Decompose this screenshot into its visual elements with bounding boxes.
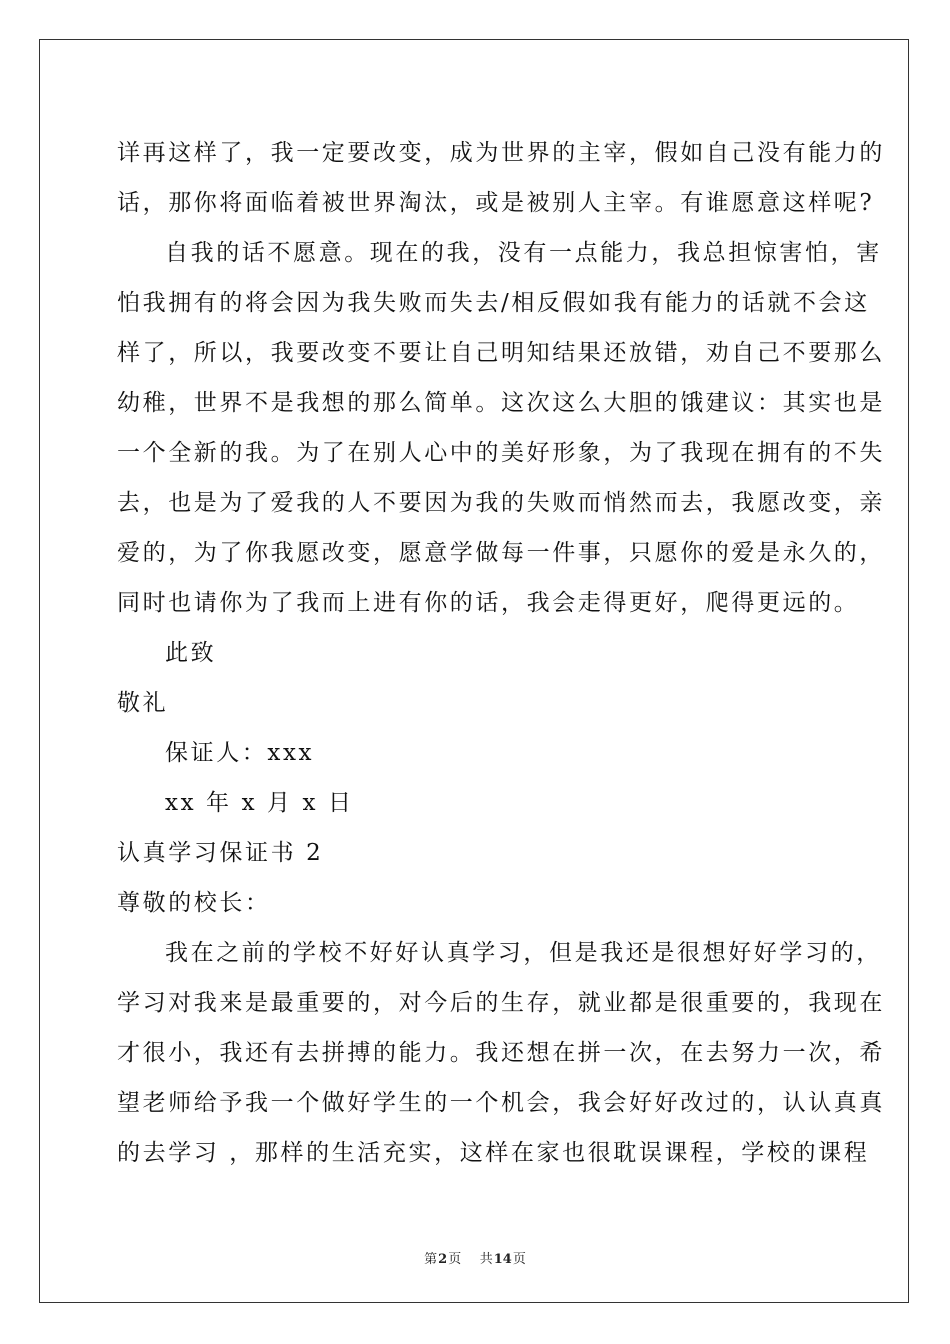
total-prefix: 共 [479,1252,493,1267]
date-line: xx 年 x 月 x 日 [165,790,354,816]
text-line: 爱的，为了你我愿改变，愿意学做每一件事，只愿你的爱是永久的， [117,540,885,566]
page-prefix: 第 [424,1252,438,1267]
text-line: 一个全新的我。为了在别人心中的美好形象，为了我现在拥有的不失 [117,440,885,466]
text-line: 才很小，我还有去拼搏的能力。我还想在拼一次，在去努力一次，希 [117,1040,885,1066]
closing-salutation: 此致 [165,640,217,666]
text-line: 同时也请你为了我而上进有你的话，我会走得更好，爬得更远的。 [117,590,860,616]
text-line: 怕我拥有的将会因为我失败而失去/相反假如我有能力的话就不会这 [117,290,870,316]
text-line: 幼稚，世界不是我想的那么简单。这次这么大胆的饿建议：其实也是 [117,390,885,416]
text-line: 自我的话不愿意。现在的我，没有一点能力，我总担惊害怕，害 [165,240,882,266]
text-line: 话，那你将面临着被世界淘汰，或是被别人主宰。有谁愿意这样呢? [117,190,875,216]
greeting-line: 尊敬的校长： [117,890,271,916]
page-footer [0,1248,950,1267]
text-line: 学习对我来是最重要的，对今后的生存，就业都是很重要的，我现在 [117,990,885,1016]
total-unit: 页 [512,1252,526,1267]
page-total: 14 [493,1252,512,1267]
text-line: 去，也是为了爱我的人不要因为我的失败而悄然而去，我愿改变，亲 [117,490,885,516]
text-line: 的去学习 ，那样的生活充实，这样在家也很耽误课程，学校的课程 [117,1140,870,1166]
closing-regards: 敬礼 [117,690,169,716]
document-body [117,128,885,1178]
text-line: 望老师给予我一个做好学生的一个机会，我会好好改过的，认认真真 [117,1090,885,1116]
section-title: 认真学习保证书 2 [117,840,324,866]
guarantor-line: 保证人：xxx [165,740,315,766]
text-line: 详再这样了，我一定要改变，成为世界的主宰，假如自己没有能力的 [117,140,885,166]
text-line: 样了，所以，我要改变不要让自己明知结果还放错，劝自己不要那么 [117,340,885,366]
page-unit: 页 [448,1252,462,1267]
page-current: 2 [438,1252,448,1267]
text-line: 我在之前的学校不好好认真学习，但是我还是很想好好学习的， [165,940,882,966]
